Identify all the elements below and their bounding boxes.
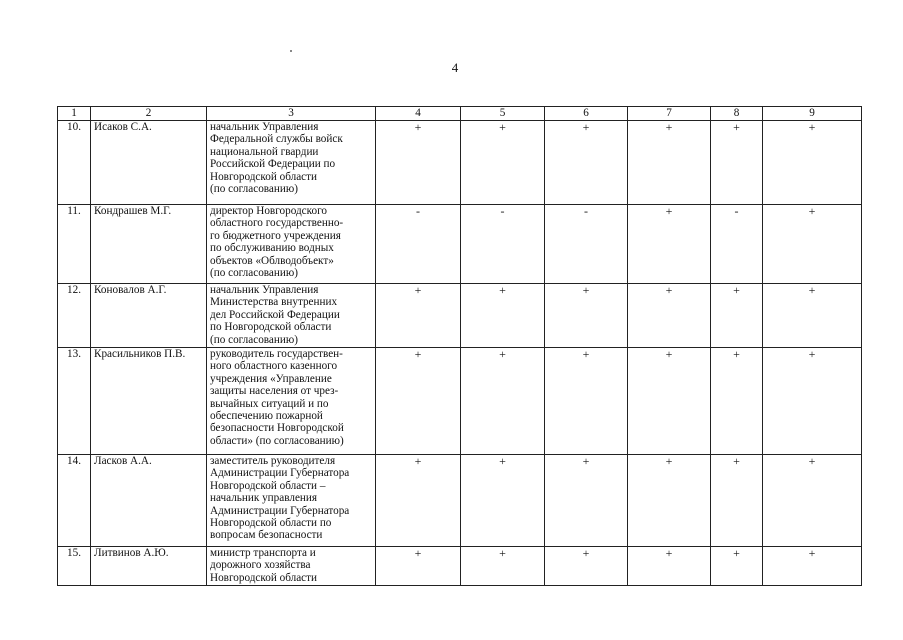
member-position: заместитель руководителя Администрации Губернатора Новгородской области – начальник управления Администрации Губернатора Новгородской области по вопросам безопасности bbox=[207, 455, 376, 547]
mark-cell: + bbox=[461, 284, 545, 348]
row-number: 13. bbox=[58, 348, 91, 455]
mark-cell: + bbox=[711, 284, 763, 348]
mark-cell: + bbox=[711, 121, 763, 205]
mark-cell: + bbox=[628, 455, 711, 547]
mark-cell: + bbox=[628, 348, 711, 455]
mark-cell: + bbox=[376, 348, 461, 455]
mark-cell: + bbox=[545, 547, 628, 586]
mark-cell: + bbox=[376, 547, 461, 586]
mark-cell: + bbox=[763, 284, 862, 348]
mark-cell: - bbox=[461, 205, 545, 284]
col-header-1: 1 bbox=[58, 107, 91, 121]
scan-speck bbox=[290, 50, 292, 52]
mark-cell: + bbox=[628, 121, 711, 205]
col-header-3: 3 bbox=[207, 107, 376, 121]
col-header-2: 2 bbox=[91, 107, 207, 121]
mark-cell: + bbox=[711, 455, 763, 547]
mark-cell: + bbox=[628, 205, 711, 284]
member-name: Исаков С.А. bbox=[91, 121, 207, 205]
row-number: 14. bbox=[58, 455, 91, 547]
mark-cell: - bbox=[376, 205, 461, 284]
mark-cell: + bbox=[545, 284, 628, 348]
mark-cell: + bbox=[376, 121, 461, 205]
mark-cell: - bbox=[545, 205, 628, 284]
mark-cell: + bbox=[376, 455, 461, 547]
mark-cell: + bbox=[545, 455, 628, 547]
members-table bbox=[57, 106, 862, 586]
col-header-4: 4 bbox=[376, 107, 461, 121]
row-number: 15. bbox=[58, 547, 91, 586]
mark-cell: + bbox=[545, 348, 628, 455]
col-header-8: 8 bbox=[711, 107, 763, 121]
mark-cell: + bbox=[763, 205, 862, 284]
col-header-7: 7 bbox=[628, 107, 711, 121]
page-number: 4 bbox=[451, 60, 459, 75]
header-row bbox=[58, 107, 862, 121]
mark-cell: + bbox=[763, 348, 862, 455]
col-header-9: 9 bbox=[763, 107, 862, 121]
mark-cell: + bbox=[461, 547, 545, 586]
mark-cell: + bbox=[711, 348, 763, 455]
member-name: Кондрашев М.Г. bbox=[91, 205, 207, 284]
table-row bbox=[58, 284, 862, 348]
member-name: Красильников П.В. bbox=[91, 348, 207, 455]
member-position: начальник Управления Федеральной службы войск национальной гвардии Российской Федерации по Новгородской области (по согласованию) bbox=[207, 121, 376, 205]
mark-cell: + bbox=[461, 348, 545, 455]
table-row bbox=[58, 547, 862, 586]
member-name: Ласков А.А. bbox=[91, 455, 207, 547]
col-header-5: 5 bbox=[461, 107, 545, 121]
mark-cell: + bbox=[545, 121, 628, 205]
table-row bbox=[58, 121, 862, 205]
mark-cell: + bbox=[763, 121, 862, 205]
table-row bbox=[58, 205, 862, 284]
col-header-6: 6 bbox=[545, 107, 628, 121]
mark-cell: + bbox=[628, 284, 711, 348]
member-position: начальник Управления Министерства внутренних дел Российской Федерации по Новгородской области (по согласованию) bbox=[207, 284, 376, 348]
row-number: 11. bbox=[58, 205, 91, 284]
mark-cell: + bbox=[461, 455, 545, 547]
mark-cell: + bbox=[711, 547, 763, 586]
mark-cell: + bbox=[763, 547, 862, 586]
mark-cell: - bbox=[711, 205, 763, 284]
row-number: 12. bbox=[58, 284, 91, 348]
member-position: министр транспорта и дорожного хозяйства Новгородской области bbox=[207, 547, 376, 586]
mark-cell: + bbox=[628, 547, 711, 586]
table-row bbox=[58, 348, 862, 455]
member-name: Коновалов А.Г. bbox=[91, 284, 207, 348]
mark-cell: + bbox=[376, 284, 461, 348]
mark-cell: + bbox=[461, 121, 545, 205]
member-position: директор Новгородского областного государственно- го бюджетного учреждения по обслуживанию водных объектов «Облводобъект» (по согласованию) bbox=[207, 205, 376, 284]
member-position: руководитель государствен- ного областного казенного учреждения «Управление защиты населения от чрез- вычайных ситуаций и по обеспечению пожарной безопасности Новгородской области» (по согласованию) bbox=[207, 348, 376, 455]
table-row bbox=[58, 455, 862, 547]
member-name: Литвинов А.Ю. bbox=[91, 547, 207, 586]
row-number: 10. bbox=[58, 121, 91, 205]
mark-cell: + bbox=[763, 455, 862, 547]
